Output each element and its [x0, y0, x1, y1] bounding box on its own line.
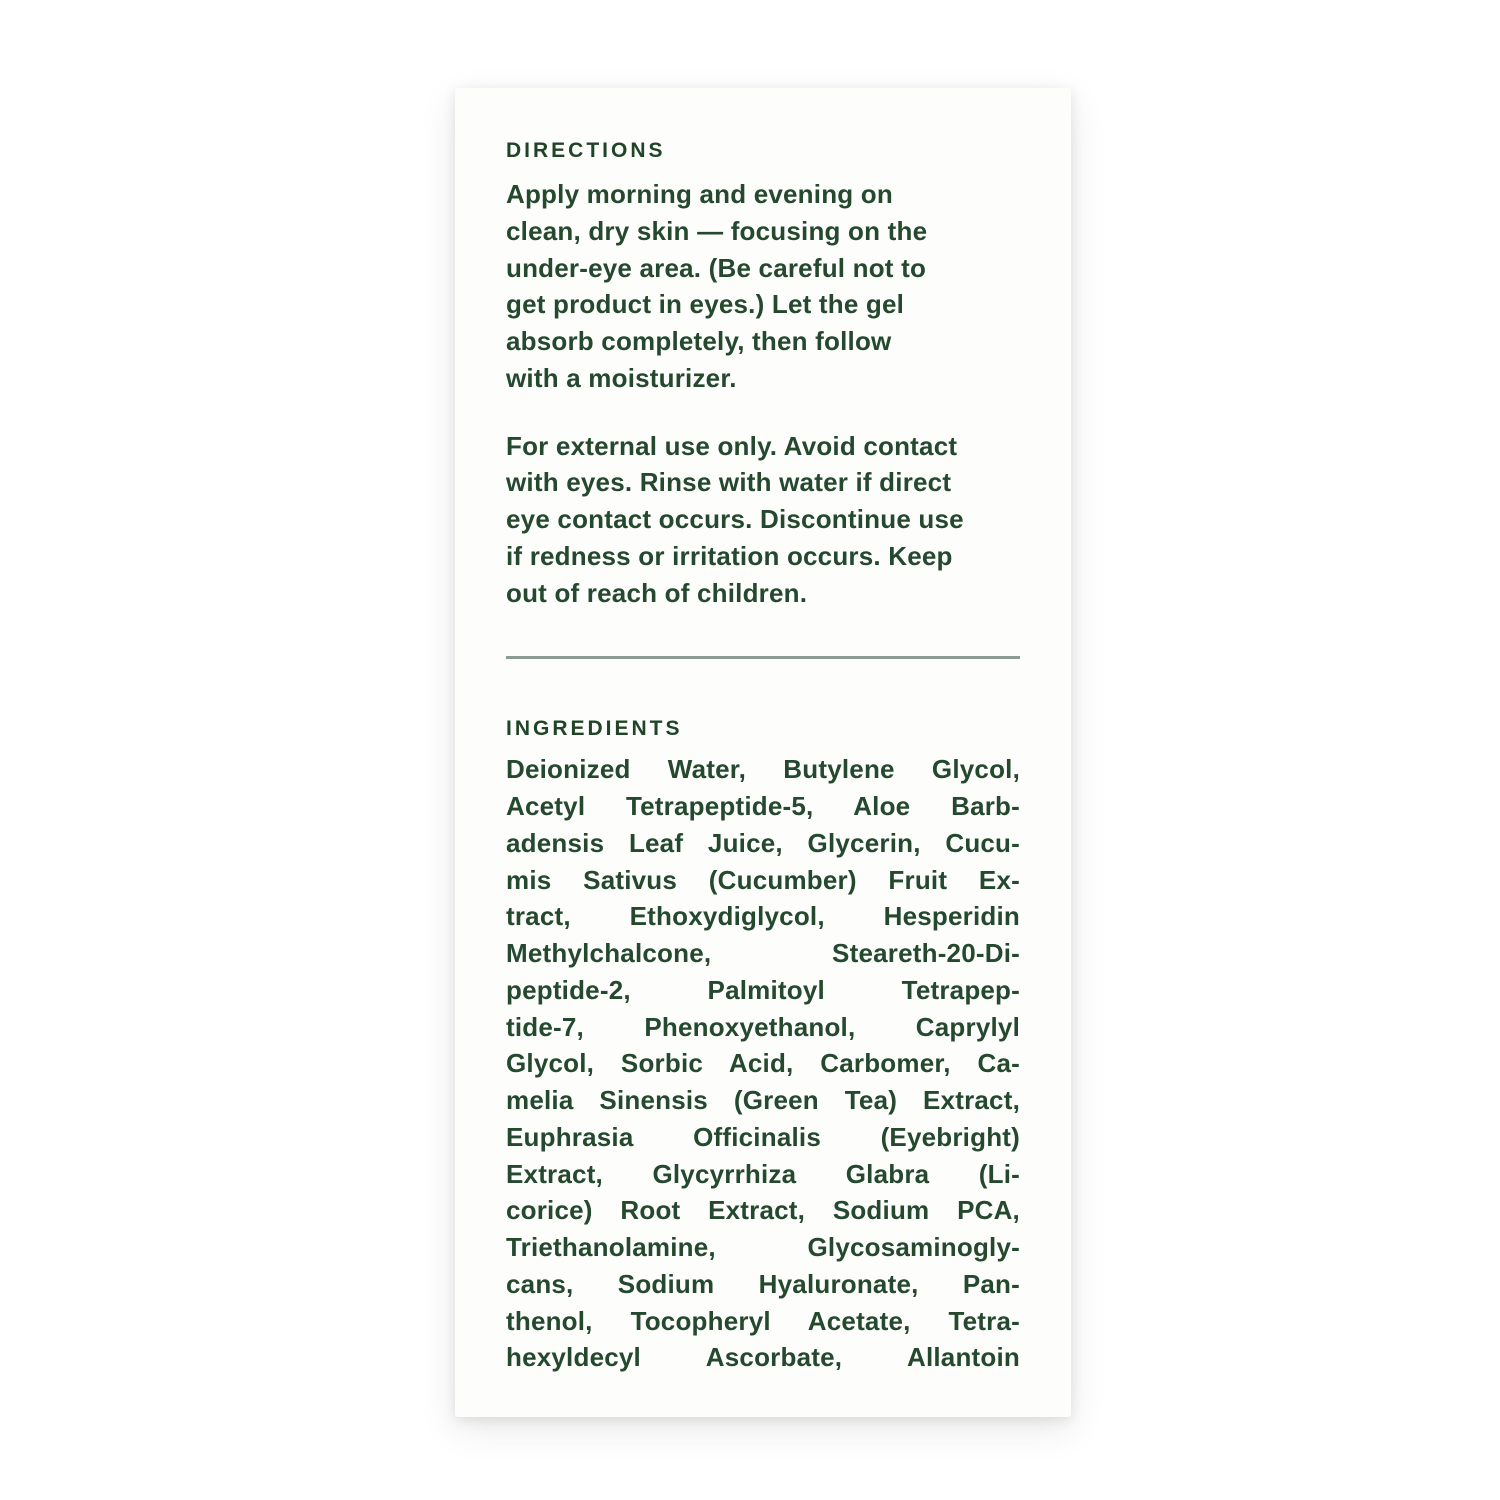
text-line: mis Sativus (Cucumber) Fruit Ex- [506, 864, 1020, 895]
text-line: Euphrasia Officinalis (Eyebright) [506, 1121, 1020, 1152]
ingredients-paragraph [506, 751, 1020, 1376]
text-line: melia Sinensis (Green Tea) Extract, [506, 1085, 1020, 1115]
text-line: if redness or irritation occurs. Keep [506, 540, 953, 571]
directions-paragraph-2 [506, 428, 1020, 612]
text-line: Methylchalcone, Steareth-20-Di- [506, 938, 1020, 968]
text-line: absorb completely, then follow [506, 326, 892, 356]
text-line: thenol, Tocopheryl Acetate, Tetra- [506, 1305, 1020, 1336]
text-line: For external use only. Avoid contact [506, 430, 958, 461]
section-divider [506, 656, 1020, 659]
text-line: get product in eyes.) Let the gel [506, 289, 905, 320]
text-line: under-eye area. (Be careful not to [506, 252, 927, 283]
text-line: hexyldecyl Ascorbate, Allantoin [506, 1342, 1020, 1373]
text-line: Glycol, Sorbic Acid, Carbomer, Ca- [506, 1048, 1020, 1079]
text-line: Triethanolamine, Glycosaminogly- [506, 1232, 1020, 1262]
text-line: peptide-2, Palmitoyl Tetrapep- [506, 974, 1020, 1005]
text-line: cans, Sodium Hyaluronate, Pan- [506, 1268, 1020, 1299]
text-line: Deionized Water, Butylene Glycol, [506, 754, 1020, 785]
text-line: tide-7, Phenoxyethanol, Caprylyl [506, 1011, 1020, 1042]
text-line: Acetyl Tetrapeptide-5, Aloe Barb- [506, 791, 1020, 821]
text-line: Apply morning and evening on [506, 179, 893, 209]
text-line: clean, dry skin — focusing on the [506, 215, 928, 246]
text-line: with eyes. Rinse with water if direct [506, 467, 952, 498]
text-line: corice) Root Extract, Sodium PCA, [506, 1195, 1020, 1226]
text-line: out of reach of children. [506, 577, 808, 608]
text-line: eye contact occurs. Discontinue use [506, 504, 964, 534]
text-line: with a moisturizer. [506, 362, 737, 393]
text-line: tract, Ethoxydiglycol, Hesperidin [506, 901, 1020, 932]
directions-heading: DIRECTIONS [506, 139, 666, 162]
directions-paragraph-1 [506, 176, 1020, 397]
text-line: adensis Leaf Juice, Glycerin, Cucu- [506, 827, 1020, 858]
ingredients-heading: INGREDIENTS [506, 717, 683, 741]
product-label-card [455, 88, 1071, 1417]
text-line: Extract, Glycyrrhiza Glabra (Li- [506, 1158, 1020, 1189]
